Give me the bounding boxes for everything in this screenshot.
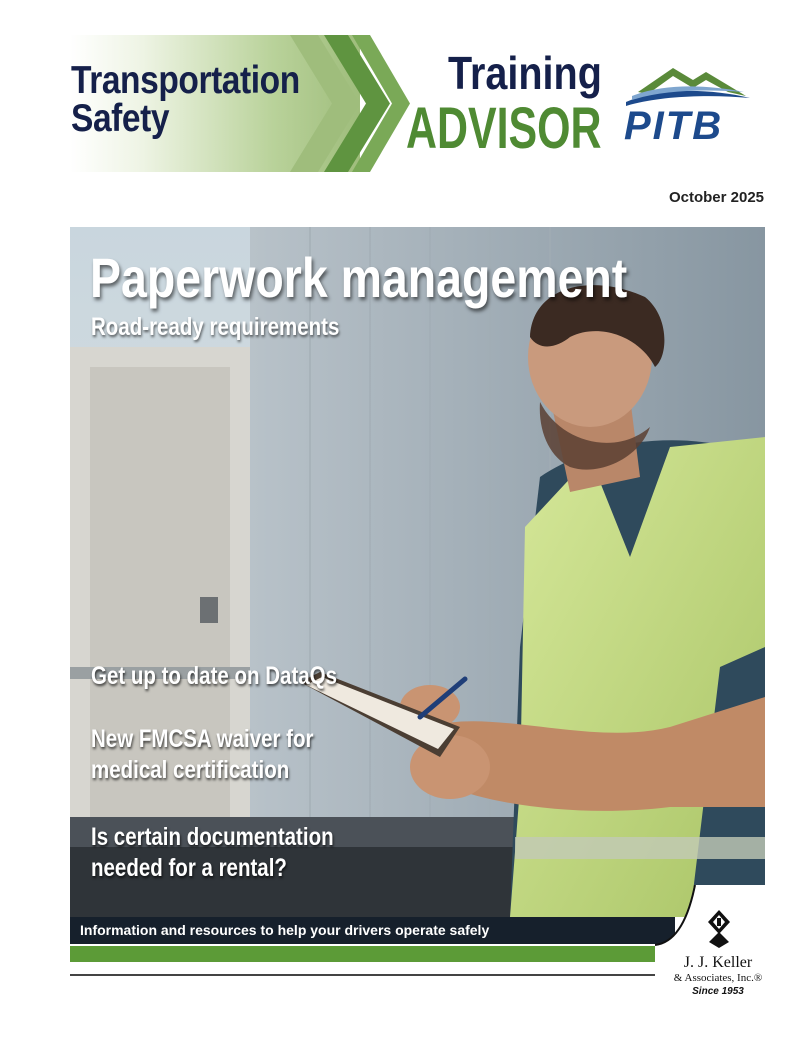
cover-photo	[70, 227, 765, 917]
issue-date: October 2025	[668, 189, 764, 206]
pitb-logo-text: PITB	[624, 104, 724, 148]
tagline-bar: Information and resources to help your drivers operate safely	[70, 917, 675, 944]
jj-keller-logo-icon	[708, 910, 730, 948]
teaser-line: medical certification	[91, 756, 290, 784]
teaser-rental-documentation	[91, 822, 334, 884]
publisher-subtitle: & Associates, Inc.®	[673, 972, 763, 984]
teaser-line: Get up to date on DataQs	[91, 662, 338, 690]
cover-subhead: Road-ready requirements	[91, 313, 340, 341]
teaser-line: needed for a rental?	[91, 854, 287, 882]
publisher-name: J. J. Keller	[683, 954, 753, 971]
teaser-fmcsa-waiver	[91, 724, 314, 786]
chevron-arrows-icon	[290, 35, 410, 172]
teaser-line: Is certain documentation	[91, 823, 334, 851]
teaser-dataqs	[91, 661, 337, 692]
series-title	[71, 59, 300, 140]
advisor-wordmark: ADVISOR	[406, 96, 602, 161]
green-accent-bar	[70, 946, 665, 962]
publisher-since: Since 1953	[692, 986, 744, 997]
series-title-line1: Transportation	[71, 59, 300, 102]
cover-headline: Paperwork management	[90, 246, 628, 309]
teaser-line: New FMCSA waiver for	[91, 725, 314, 753]
training-wordmark: Training	[448, 47, 602, 99]
series-title-line2: Safety	[71, 97, 170, 140]
mountain-logo-icon	[618, 62, 758, 110]
